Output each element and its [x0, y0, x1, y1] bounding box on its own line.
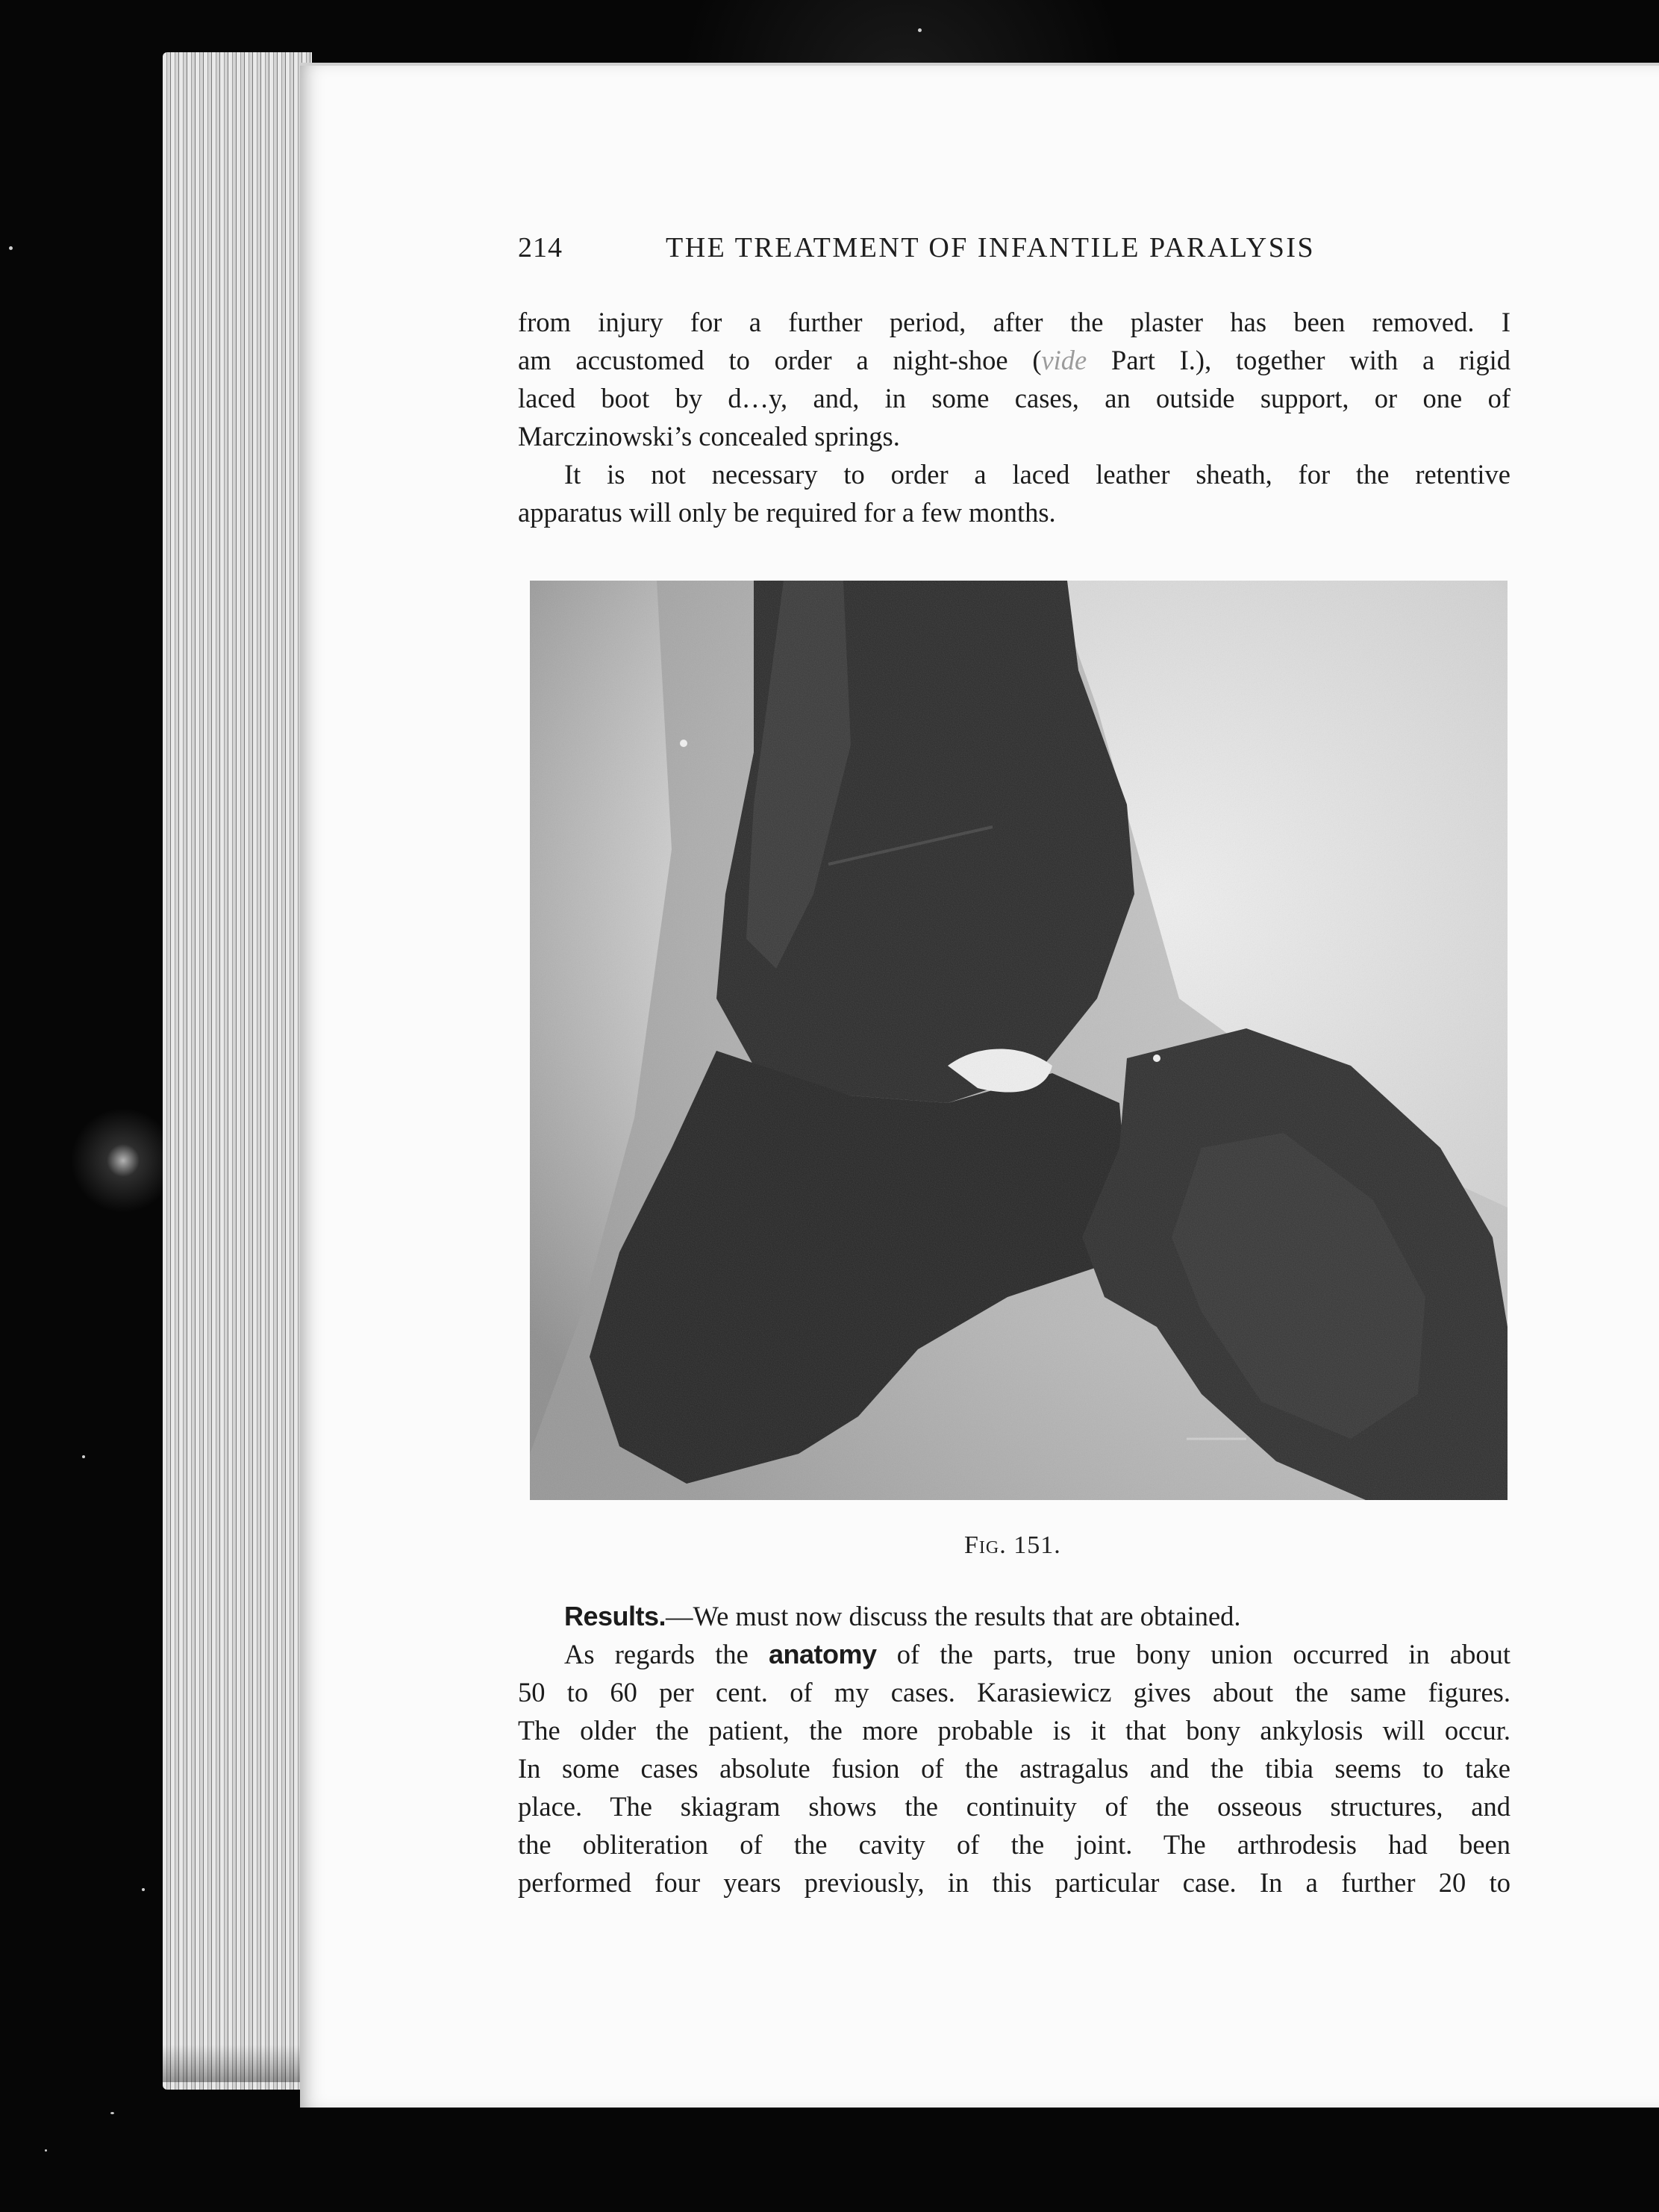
- results-section: [518, 1597, 1510, 1902]
- figure-caption-number: 151.: [1013, 1531, 1061, 1559]
- text-line: from injury for a further period, after the plaster has been removed. I: [518, 307, 1510, 337]
- book-page-edges: [163, 52, 312, 2090]
- running-head-title: THE TREATMENT OF INFANTILE PARALYSIS: [666, 232, 1316, 263]
- anatomy-emphasis: anatomy: [769, 1639, 877, 1669]
- skiagram-image: [530, 581, 1508, 1500]
- figure-caption: [964, 1531, 1084, 1560]
- text-line: Results.—We must now discuss the results that are obtained.: [564, 1601, 1241, 1631]
- faint-italic-word: vide: [1041, 345, 1087, 375]
- figure-caption-prefix: Fig.: [964, 1531, 1007, 1559]
- text-line: It is not necessary to order a laced leather sheath, for the retentive: [564, 459, 1510, 490]
- text-line: 50 to 60 per cent. of my cases. Karasiewicz gives about the same figures.: [518, 1677, 1510, 1708]
- text-line: Marczinowski’s concealed springs.: [518, 421, 900, 452]
- page-edge-shadow: [163, 2045, 312, 2082]
- text-line: apparatus will only be required for a few months.: [518, 497, 1056, 528]
- text-line: the obliteration of the cavity of the joint. The arthrodesis had been: [518, 1829, 1510, 1860]
- text-line: performed four years previously, in this particular case. In a further 20 to: [518, 1867, 1510, 1898]
- results-heading: Results.: [564, 1601, 666, 1631]
- text-line: The older the patient, the more probable is it that bony ankylosis will occur.: [518, 1715, 1510, 1746]
- text-line: laced boot by d…y, and, in some cases, an outside support, or one of: [518, 383, 1510, 413]
- text-line: As regards the anatomy of the parts, true bony union occurred in about: [564, 1639, 1510, 1669]
- running-head: [518, 231, 1376, 276]
- page-number: 214: [518, 232, 563, 263]
- top-paragraphs: [518, 303, 1510, 531]
- x-ray-figure: [530, 581, 1508, 1500]
- text-line: place. The skiagram shows the continuity of the osseous structures, and: [518, 1791, 1510, 1822]
- text-line: am accustomed to order a night-shoe (vide Part I.), together with a rigid: [518, 345, 1510, 375]
- text-line: In some cases absolute fusion of the astragalus and the tibia seems to take: [518, 1753, 1510, 1784]
